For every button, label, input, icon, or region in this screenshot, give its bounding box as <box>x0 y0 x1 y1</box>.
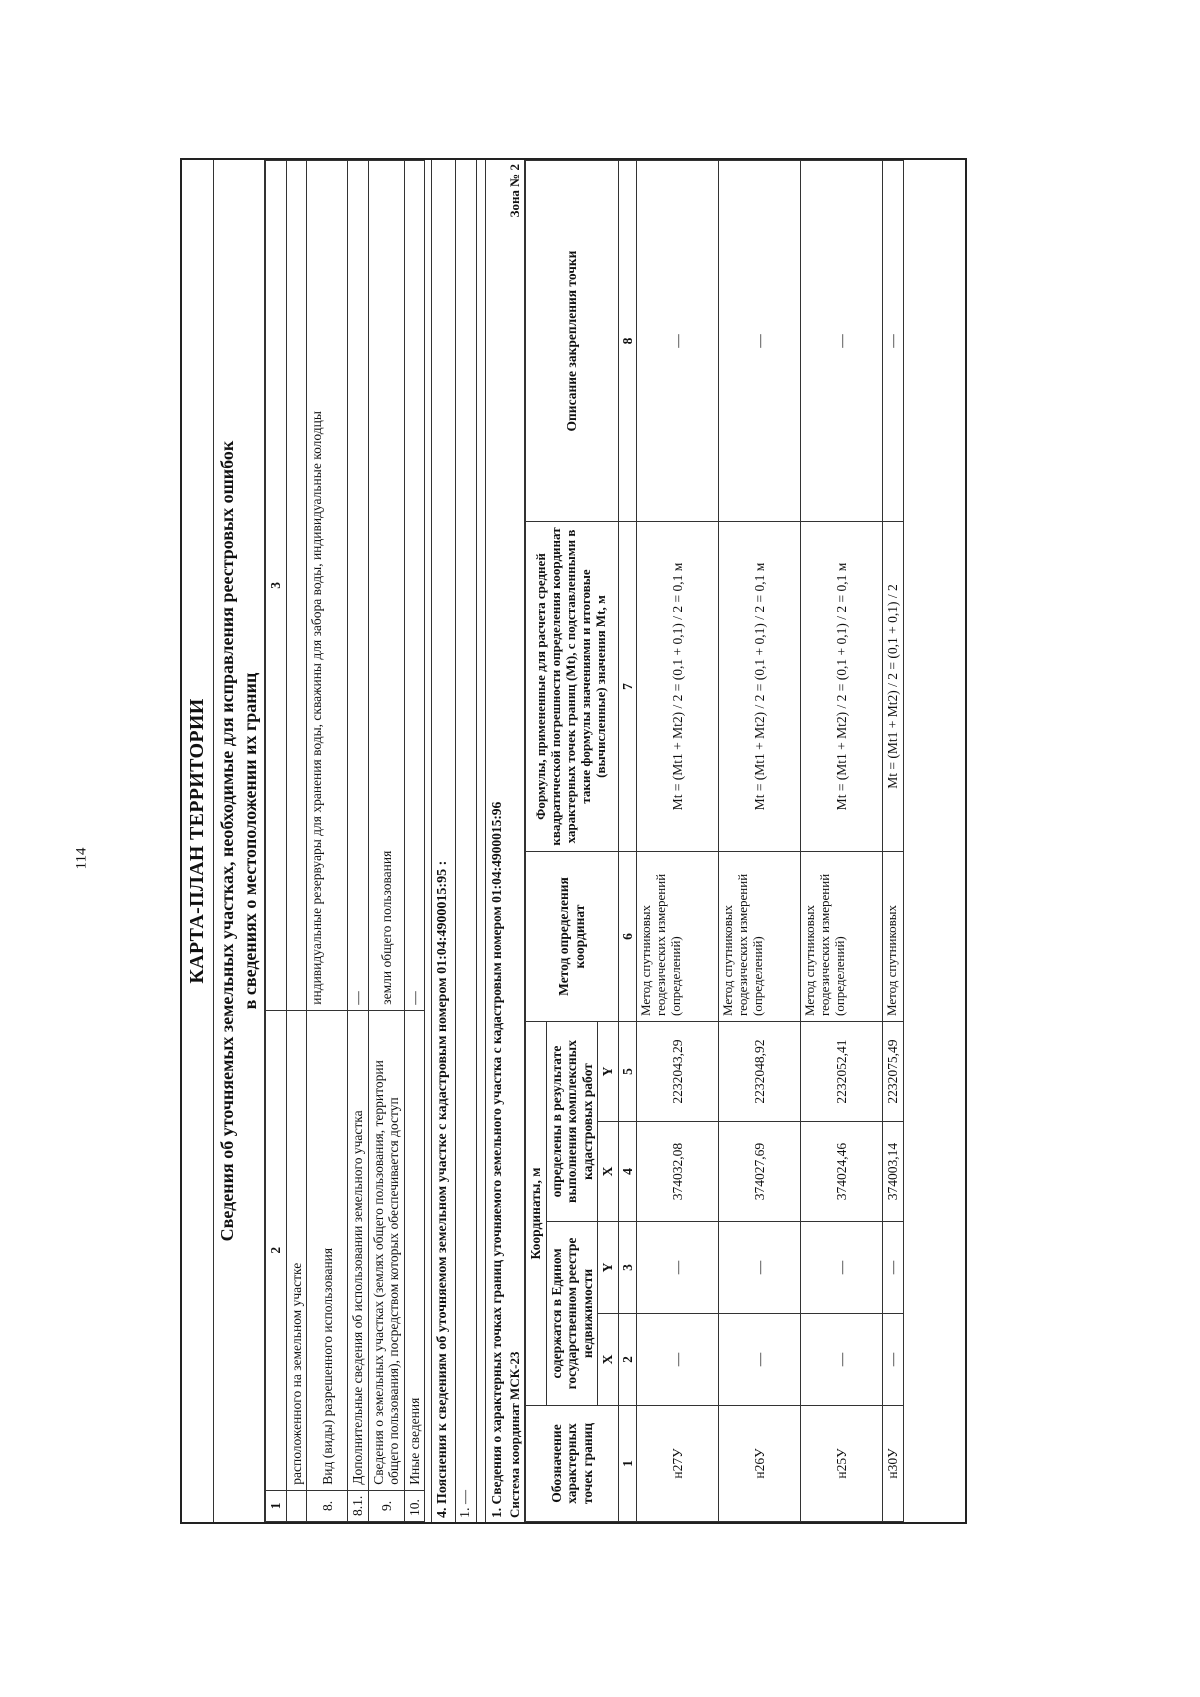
info-row-name: Дополнительные сведения об использовании земельного участка <box>348 1010 369 1490</box>
y-egrn: — <box>719 1222 801 1314</box>
x-egrn: — <box>719 1314 801 1406</box>
info-row-name: Вид (виды) разрешенного использования <box>307 1010 348 1490</box>
spacer <box>477 160 486 1522</box>
x-value: 374024,46 <box>801 1122 883 1222</box>
header-designation: Обозначение характерных точек границ <box>526 1406 619 1522</box>
method: Метод спутниковых геодезических измерений (определений) <box>637 852 719 1022</box>
y-value: 2232052,41 <box>801 1022 883 1122</box>
x-egrn: — <box>801 1314 883 1406</box>
info-row-value: земли общего пользования <box>368 161 404 1011</box>
y-egrn: — <box>883 1222 904 1314</box>
col-num: 7 <box>618 522 637 852</box>
info-row-value: — <box>348 161 369 1011</box>
info-row-name: Иные сведения <box>404 1010 425 1490</box>
page-number <box>72 838 92 878</box>
formula: Mt = (Mt1 + Mt2) / 2 = (0,1 + 0,1) / 2 <box>883 522 904 852</box>
point-description: — <box>637 161 719 522</box>
formula: Mt = (Mt1 + Mt2) / 2 = (0,1 + 0,1) / 2 = 0,1 м <box>637 522 719 852</box>
info-col-3: 3 <box>266 161 287 1011</box>
y-value: 2232048,92 <box>719 1022 801 1122</box>
y-egrn: — <box>801 1222 883 1314</box>
document-subtitle-line2: в сведениях о местоположении их границ <box>240 160 266 1522</box>
info-row-num: 8. <box>307 1490 348 1521</box>
info-row <box>286 161 307 1522</box>
col-num: 6 <box>618 852 637 1022</box>
method: Метод спутниковых геодезических измерений (определений) <box>719 852 801 1022</box>
coordinate-system-row <box>507 160 525 1522</box>
info-row-num: 8.1. <box>348 1490 369 1521</box>
info-row-name: расположенного на земельном участке <box>286 1010 307 1490</box>
col-num: 2 <box>618 1314 637 1406</box>
column-numbers-row <box>618 161 637 1522</box>
info-table-header <box>266 161 287 1522</box>
table-row <box>637 161 719 1522</box>
point-description: — <box>801 161 883 522</box>
x-egrn: — <box>637 1314 719 1406</box>
page-number-text: 114 <box>73 847 90 869</box>
x-value: 374027,69 <box>719 1122 801 1222</box>
point-designation: н25У <box>801 1406 883 1522</box>
document-title: КАРТА-ПЛАН ТЕРРИТОРИИ <box>182 160 214 1522</box>
y-value: 2232043,29 <box>637 1022 719 1122</box>
col-num: 5 <box>618 1022 637 1122</box>
spacer <box>425 160 432 1522</box>
info-row-value: индивидуальные резервуары для хранения воды, скважины для забора воды, индивидуальные колодцы <box>307 161 348 1011</box>
info-row-name: Сведения о земельных участках (землях общего пользования, территории общего пользования), посредством которых обеспечивается доступ <box>368 1010 404 1490</box>
method: Метод спутниковых геодезических измерений (определений) <box>801 852 883 1022</box>
coordinate-system: Система координат МСК-23 <box>507 1351 523 1518</box>
col-num: 4 <box>618 1122 637 1222</box>
info-row-value <box>286 161 307 1011</box>
info-row <box>404 161 425 1522</box>
table-row <box>719 161 801 1522</box>
formula: Mt = (Mt1 + Mt2) / 2 = (0,1 + 0,1) / 2 = 0,1 м <box>719 522 801 852</box>
method: Метод спутниковых <box>883 852 904 1022</box>
y-value: 2232075,49 <box>883 1022 904 1122</box>
info-row-num <box>286 1490 307 1521</box>
header-y: Y <box>598 1022 619 1122</box>
info-col-2: 2 <box>266 1010 287 1490</box>
zone-label: Зона № 2 <box>507 164 523 218</box>
header-coordinates: Координаты, м <box>526 1022 547 1406</box>
info-row-num: 9. <box>368 1490 404 1521</box>
header-y-egrn: Y <box>598 1222 619 1314</box>
document-subtitle-line1: Сведения об уточняемых земельных участках, необходимые для исправления реестровых ошибок <box>217 440 237 1242</box>
info-row <box>348 161 369 1522</box>
info-row-num: 10. <box>404 1490 425 1521</box>
rotated-document <box>180 158 967 1524</box>
info-row <box>307 161 348 1522</box>
header-x: X <box>598 1122 619 1222</box>
info-col-1: 1 <box>266 1490 287 1521</box>
col-num: 8 <box>618 161 637 522</box>
x-egrn: — <box>883 1314 904 1406</box>
header-egrn: содержатся в Едином государственном реестре недвижимости <box>546 1222 598 1406</box>
point-description: — <box>719 161 801 522</box>
header-cadastral: определены в результате выполнения комплексных кадастровых работ <box>546 1022 598 1222</box>
point-designation: н30У <box>883 1406 904 1522</box>
header-x-egrn: X <box>598 1314 619 1406</box>
point-designation: н26У <box>719 1406 801 1522</box>
section-4-item: 1. — <box>456 160 477 1522</box>
header-description: Описание закрепления точки <box>526 161 619 522</box>
header-method: Метод определения координат <box>526 852 619 1022</box>
formula: Mt = (Mt1 + Mt2) / 2 = (0,1 + 0,1) / 2 = 0,1 м <box>801 522 883 852</box>
points-table <box>525 160 904 1522</box>
section-4-heading: 4. Пояснения к сведениям об уточняемом земельном участке с кадастровым номером 01:04:4900015:95 : <box>432 160 455 1522</box>
col-num: 1 <box>618 1406 637 1522</box>
info-row <box>368 161 404 1522</box>
point-designation: н27У <box>637 1406 719 1522</box>
point-description: — <box>883 161 904 522</box>
x-value: 374032,08 <box>637 1122 719 1222</box>
y-egrn: — <box>637 1222 719 1314</box>
table-row <box>883 161 904 1522</box>
header-formula: Формулы, примененные для расчета средней квадратической погрешности определения координат характерных точек границ (Mt), с подставленными в такие формулы значениями и итоговые (вычисленные) значения Mt, м <box>526 522 619 852</box>
info-row-value: — <box>404 161 425 1011</box>
table-row <box>801 161 883 1522</box>
col-num: 3 <box>618 1222 637 1314</box>
info-table <box>265 160 425 1522</box>
section-points-heading: 1. Сведения о характерных точках границ уточняемого земельного участка с кадастровым номером 01:04:4900015:96 <box>488 801 504 1518</box>
x-value: 374003,14 <box>883 1122 904 1222</box>
